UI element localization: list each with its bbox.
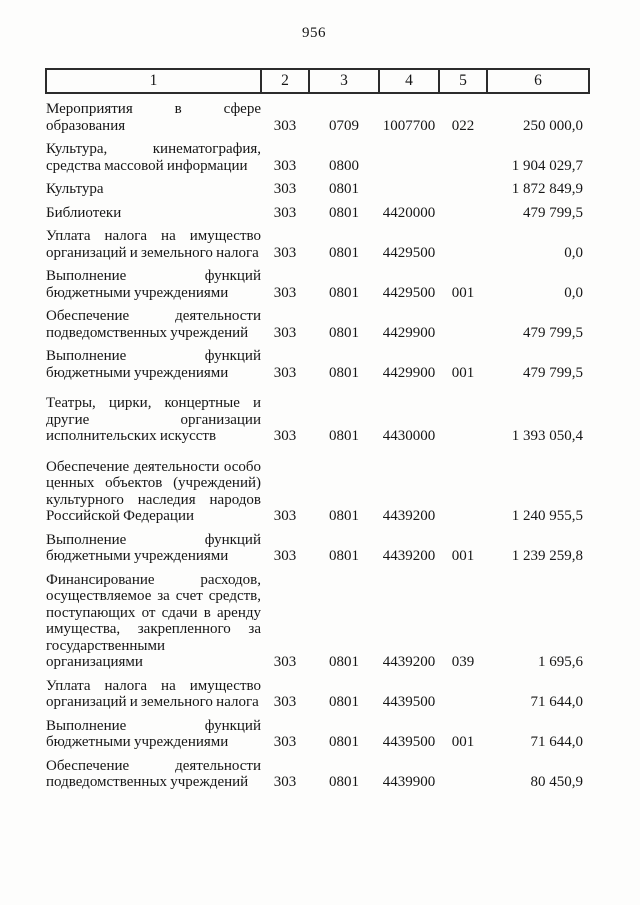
row-amount: 479 799,5 — [523, 324, 583, 341]
row-chapter-code: 303 — [273, 734, 297, 750]
table-row — [46, 341, 589, 381]
row-chapter-code: 303 — [273, 117, 297, 134]
row-target-item-code: 4439500 — [382, 694, 436, 710]
row-amount: 1 240 955,5 — [511, 508, 583, 524]
table-row — [46, 751, 589, 791]
row-section-code: 0709 — [329, 117, 359, 134]
row-section-code: 0801 — [329, 181, 359, 197]
row-amount: 1 239 259,8 — [511, 548, 583, 564]
row-label: Театры, цирки, концертные и другие организации исполнительских искусств — [46, 395, 261, 444]
table-row — [46, 174, 589, 198]
row-section-code: 0801 — [329, 734, 359, 750]
column-header-2: 2 — [261, 69, 309, 93]
row-target-item-code: 4439500 — [382, 734, 436, 750]
table-row — [46, 711, 589, 751]
row-label: Библиотеки — [46, 204, 122, 221]
row-expense-type-code — [439, 751, 487, 791]
row-section-code: 0801 — [329, 548, 359, 564]
row-expense-type-code — [439, 134, 487, 174]
row-label: Культура, кинематография, средства массовой информации — [46, 141, 261, 174]
row-expense-type-code: 001 — [451, 284, 475, 301]
row-expense-type-code — [439, 381, 487, 445]
row-target-item-code: 4439900 — [382, 774, 436, 790]
row-expense-type-code — [439, 174, 487, 198]
row-label: Выполнение функций бюджетными учреждениями — [46, 717, 261, 750]
row-expense-type-code: 022 — [451, 117, 475, 134]
row-amount: 0,0 — [564, 284, 583, 301]
row-target-item-code — [379, 134, 439, 174]
row-amount: 1 904 029,7 — [511, 157, 583, 174]
row-target-item-code: 4439200 — [382, 548, 436, 564]
row-amount: 479 799,5 — [523, 364, 583, 381]
row-section-code: 0801 — [329, 774, 359, 790]
row-target-item-code: 4429500 — [382, 284, 436, 301]
row-expense-type-code: 001 — [451, 548, 475, 564]
row-amount: 71 644,0 — [530, 734, 583, 750]
row-section-code: 0801 — [329, 284, 359, 301]
row-section-code: 0801 — [329, 654, 359, 670]
row-label: Обеспечение деятельности особо ценных объектов (учреждений) культурного наследия народов Российской Федерации — [46, 458, 261, 524]
row-label: Обеспечение деятельности подведомственных учреждений — [46, 308, 261, 341]
row-label: Выполнение функций бюджетными учреждениями — [46, 348, 261, 381]
table-row — [46, 261, 589, 301]
page-number: 956 — [302, 25, 326, 41]
row-amount: 1 695,6 — [538, 654, 583, 670]
row-label: Выполнение функций бюджетными учреждениями — [46, 531, 261, 564]
row-expense-type-code — [439, 671, 487, 711]
row-label: Уплата налога на имущество организаций и земельного налога — [46, 677, 261, 710]
row-target-item-code: 4420000 — [382, 204, 436, 221]
row-target-item-code: 4429900 — [382, 364, 436, 381]
row-section-code: 0801 — [329, 364, 359, 381]
row-target-item-code: 4429500 — [382, 244, 436, 261]
row-label: Финансирование расходов, осуществляемое за счет средств, поступающих от сдачи в аренду имущества, закрепленного за государственными организациями — [46, 571, 261, 670]
row-chapter-code: 303 — [273, 284, 297, 301]
row-chapter-code: 303 — [273, 774, 297, 790]
column-header-4: 4 — [379, 69, 439, 93]
table-row — [46, 93, 589, 134]
row-expense-type-code — [439, 445, 487, 525]
row-chapter-code: 303 — [273, 694, 297, 710]
row-label: Мероприятия в сфере образования — [46, 101, 261, 134]
row-section-code: 0801 — [329, 428, 359, 444]
table-header — [46, 69, 589, 93]
row-expense-type-code: 001 — [451, 734, 475, 750]
column-header-1: 1 — [46, 69, 261, 93]
table-row — [46, 565, 589, 671]
row-chapter-code: 303 — [273, 204, 297, 221]
table-row — [46, 525, 589, 565]
row-section-code: 0801 — [329, 508, 359, 524]
row-expense-type-code — [439, 301, 487, 341]
table-row — [46, 445, 589, 525]
row-amount: 0,0 — [564, 244, 583, 261]
row-expense-type-code — [439, 198, 487, 222]
row-chapter-code: 303 — [273, 157, 297, 174]
column-header-6: 6 — [487, 69, 589, 93]
table-row — [46, 221, 589, 261]
table-row — [46, 134, 589, 174]
table-row — [46, 671, 589, 711]
budget-table-body — [46, 93, 589, 791]
row-section-code: 0801 — [329, 694, 359, 710]
row-chapter-code: 303 — [273, 548, 297, 564]
row-chapter-code: 303 — [273, 654, 297, 670]
table-row — [46, 381, 589, 445]
row-chapter-code: 303 — [273, 181, 297, 197]
row-expense-type-code: 001 — [451, 364, 475, 381]
row-section-code: 0801 — [329, 204, 359, 221]
row-chapter-code: 303 — [273, 508, 297, 524]
table-header-row — [46, 69, 589, 93]
row-amount: 1 393 050,4 — [511, 428, 583, 444]
row-label: Уплата налога на имущество организаций и земельного налога — [46, 228, 261, 261]
row-amount: 80 450,9 — [530, 774, 583, 790]
row-section-code: 0801 — [329, 244, 359, 261]
row-label: Выполнение функций бюджетными учреждениями — [46, 268, 261, 301]
row-target-item-code — [379, 174, 439, 198]
row-section-code: 0801 — [329, 324, 359, 341]
row-target-item-code: 1007700 — [382, 117, 436, 134]
row-label: Культура — [46, 181, 104, 197]
row-target-item-code: 4439200 — [382, 654, 436, 670]
row-chapter-code: 303 — [273, 428, 297, 444]
row-amount: 1 872 849,9 — [511, 181, 583, 197]
column-header-3: 3 — [309, 69, 379, 93]
column-header-5: 5 — [439, 69, 487, 93]
table-row — [46, 301, 589, 341]
row-amount: 479 799,5 — [523, 204, 583, 221]
row-amount: 71 644,0 — [530, 694, 583, 710]
budget-table — [45, 68, 590, 791]
row-chapter-code: 303 — [273, 364, 297, 381]
row-target-item-code: 4430000 — [382, 428, 436, 444]
row-target-item-code: 4429900 — [382, 324, 436, 341]
row-target-item-code: 4439200 — [382, 508, 436, 524]
row-label: Обеспечение деятельности подведомственных учреждений — [46, 757, 261, 790]
row-expense-type-code — [439, 221, 487, 261]
row-section-code: 0800 — [329, 157, 359, 174]
row-amount: 250 000,0 — [523, 117, 583, 134]
row-chapter-code: 303 — [273, 244, 297, 261]
row-chapter-code: 303 — [273, 324, 297, 341]
row-expense-type-code: 039 — [451, 654, 475, 670]
table-row — [46, 198, 589, 222]
